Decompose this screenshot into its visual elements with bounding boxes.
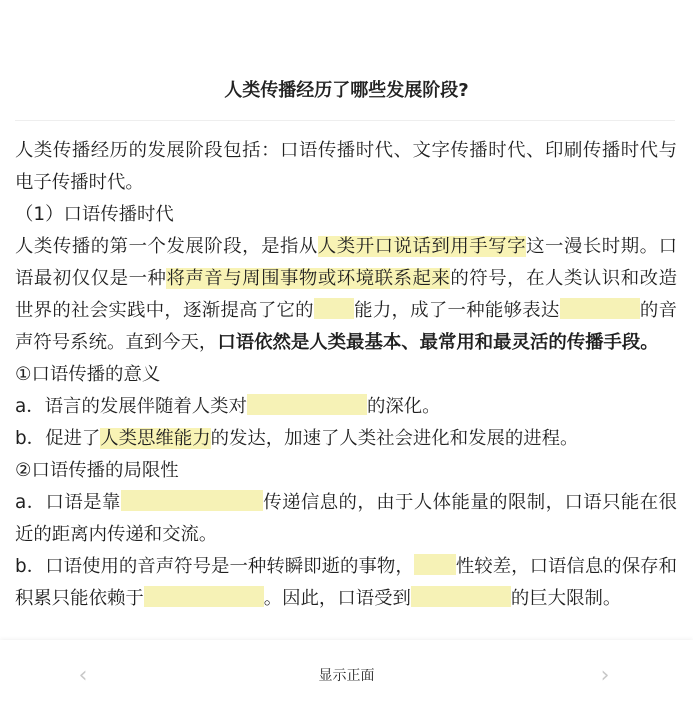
divider xyxy=(15,120,675,121)
cloze-blank[interactable] xyxy=(121,490,263,511)
intro-paragraph: 人类传播经历的发展阶段包括：口语传播时代、文字传播时代、印刷传播时代与电子传播时代。 xyxy=(15,140,677,193)
meaning-item-b xyxy=(15,423,677,455)
limitation-item-a xyxy=(15,487,677,551)
show-front-button[interactable]: 显示正面 xyxy=(318,668,375,684)
text-span: 传递信息的，由于人体能量的限制，口语只能在很近的距离内传递和交流。 xyxy=(15,492,677,545)
text-span: 的音声符号系统。直到今天， xyxy=(15,300,677,353)
subheading-meaning: ①口语传播的意义 xyxy=(15,364,161,385)
cloze-blank[interactable] xyxy=(414,554,456,575)
text-span: 这一漫长时期。口语最初仅仅是一种 xyxy=(15,236,677,289)
chevron-left-icon: ‹ xyxy=(78,662,88,688)
card-footer xyxy=(0,640,693,707)
text-span: a．口语是靠 xyxy=(15,492,121,513)
text-span: 的符号，在人类认识和改造世界的社会实践中，逐渐提高了它的 xyxy=(15,268,677,321)
next-card-button[interactable] xyxy=(590,660,620,690)
limitation-item-b xyxy=(15,551,677,615)
cloze-blank[interactable] xyxy=(314,298,354,319)
cloze-blank[interactable] xyxy=(247,394,367,415)
cloze-blank[interactable] xyxy=(144,586,264,607)
text-span: b．促进了 xyxy=(15,428,101,449)
meaning-item-a xyxy=(15,391,677,423)
cloze-blank[interactable] xyxy=(411,586,511,607)
text-span: 的发达，加速了人类社会进化和发展的进程。 xyxy=(210,428,579,449)
highlight-span: 人类思维能力 xyxy=(100,428,211,449)
text-span: 的深化。 xyxy=(366,396,441,417)
chevron-right-icon: › xyxy=(600,662,610,688)
text-span: 的巨大限制。 xyxy=(510,588,622,609)
text-span: 性较差，口语信息的保存和积累只能依赖于 xyxy=(15,556,677,609)
cloze-blank[interactable] xyxy=(560,298,640,319)
text-span: 能力，成了一种能够表达 xyxy=(353,300,560,321)
text-span: b．口语使用的音声符号是一种转瞬即逝的事物， xyxy=(15,556,414,577)
highlight-span: 人类开口说话到用手写字 xyxy=(317,236,527,257)
card-content xyxy=(15,135,677,639)
text-span: 人类传播的第一个发展阶段，是指从 xyxy=(15,236,318,257)
card-title: 人类传播经历了哪些发展阶段? xyxy=(224,80,469,101)
text-span: a．语言的发展伴随着人类对 xyxy=(15,396,247,417)
text-span: 。因此，口语受到 xyxy=(263,588,411,609)
highlight-span: 将声音与周围事物或环境联系起来 xyxy=(166,268,451,289)
section-heading-oral: （1）口语传播时代 xyxy=(15,204,174,225)
subheading-limitations: ②口语传播的局限性 xyxy=(15,460,179,481)
oral-era-paragraph xyxy=(15,231,677,359)
bold-span: 口语依然是人类最基本、最常用和最灵活的传播手段。 xyxy=(217,332,659,353)
